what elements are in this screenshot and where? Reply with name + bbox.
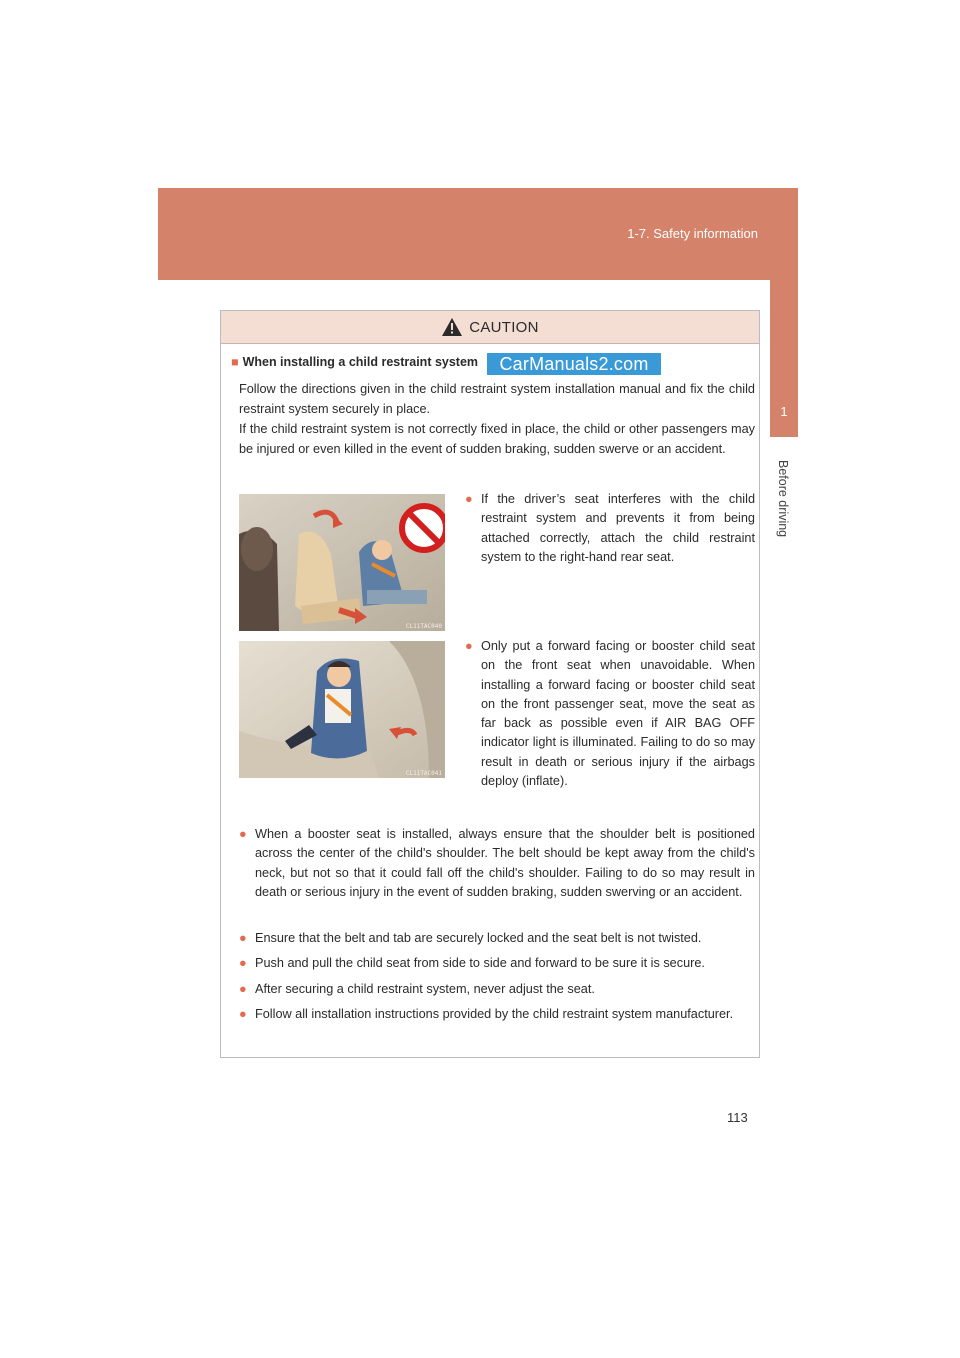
bullet-text: Ensure that the belt and tab are securely locked and the seat belt is not twisted. bbox=[255, 931, 702, 945]
circle-bullet-icon: ● bbox=[239, 956, 247, 970]
circle-bullet-icon: ● bbox=[465, 492, 473, 506]
intro-paragraph-2: If the child restraint system is not correctly fixed in place, the child or other passengers may be injured or even killed in the event of sudden braking, sudden swerve or an accident. bbox=[239, 422, 755, 456]
circle-bullet-icon: ● bbox=[239, 1007, 247, 1021]
intro-paragraph-1: Follow the directions given in the child restraint system installation manual and fix the child restraint system securely in place. bbox=[239, 382, 755, 416]
figure-forward-facing-seat bbox=[239, 641, 445, 778]
circle-bullet-icon: ● bbox=[465, 639, 473, 653]
figure-1-code: CL11TAC040 bbox=[405, 623, 442, 630]
forward-facing-seat-illustration bbox=[239, 641, 445, 778]
driver-seat-illustration bbox=[239, 494, 445, 631]
header-band bbox=[158, 188, 798, 280]
bullet-text: After securing a child restraint system, never adjust the seat. bbox=[255, 982, 595, 996]
bullet-driver-seat bbox=[465, 490, 755, 567]
figure-driver-seat bbox=[239, 494, 445, 631]
caution-header bbox=[221, 311, 759, 344]
square-bullet-icon: ■ bbox=[231, 355, 239, 369]
chapter-label: Before driving bbox=[776, 460, 790, 538]
bullet-text: Only put a forward facing or booster child seat on the front seat when unavoidable. When installing a forward facing or booster child seat on the front passenger seat, move the seat as far back as possible even if AIR BAG OFF indicator light is illuminated. Failing to do so may result in death or serious injury if the airbags deploy (inflate). bbox=[481, 639, 755, 789]
bullet-belt-locked bbox=[239, 929, 755, 948]
circle-bullet-icon: ● bbox=[239, 982, 247, 996]
bullet-no-adjust bbox=[239, 980, 755, 999]
bullet-follow-instructions bbox=[239, 1005, 755, 1024]
warning-triangle-icon bbox=[441, 317, 463, 337]
section-title: 1-7. Safety information bbox=[627, 226, 758, 241]
chapter-number: 1 bbox=[780, 404, 788, 419]
subheading-text: When installing a child restraint system bbox=[242, 355, 479, 369]
bullet-booster-seat bbox=[239, 825, 755, 902]
circle-bullet-icon: ● bbox=[239, 931, 247, 945]
subheading bbox=[231, 355, 478, 369]
bullet-push-pull bbox=[239, 954, 755, 973]
intro-text bbox=[239, 379, 755, 459]
circle-bullet-icon: ● bbox=[239, 827, 247, 841]
bullet-text: Follow all installation instructions provided by the child restraint system manufacturer. bbox=[255, 1007, 734, 1021]
bullet-text: When a booster seat is installed, always ensure that the shoulder belt is positioned across the center of the child's shoulder. The belt should be kept away from the child's neck, but not so that it could fall off the child's shoulder. Failing to do so may result in death or serious injury in the event of sudden braking, sudden swerving or an accident. bbox=[255, 827, 755, 899]
caution-box bbox=[220, 310, 760, 1058]
watermark-link[interactable]: CarManuals2.com bbox=[487, 353, 661, 375]
bullet-text: Push and pull the child seat from side to side and forward to be sure it is secure. bbox=[255, 956, 705, 970]
figure-2-code: CL11TAC041 bbox=[405, 770, 442, 777]
page-number: 113 bbox=[727, 1110, 748, 1125]
bullet-text: If the driver’s seat interferes with the child restraint system and prevents it from being attached correctly, attach the child restraint system to the right-hand rear seat. bbox=[481, 492, 755, 564]
caution-title: CAUTION bbox=[469, 318, 539, 336]
bullet-forward-facing bbox=[465, 637, 755, 791]
